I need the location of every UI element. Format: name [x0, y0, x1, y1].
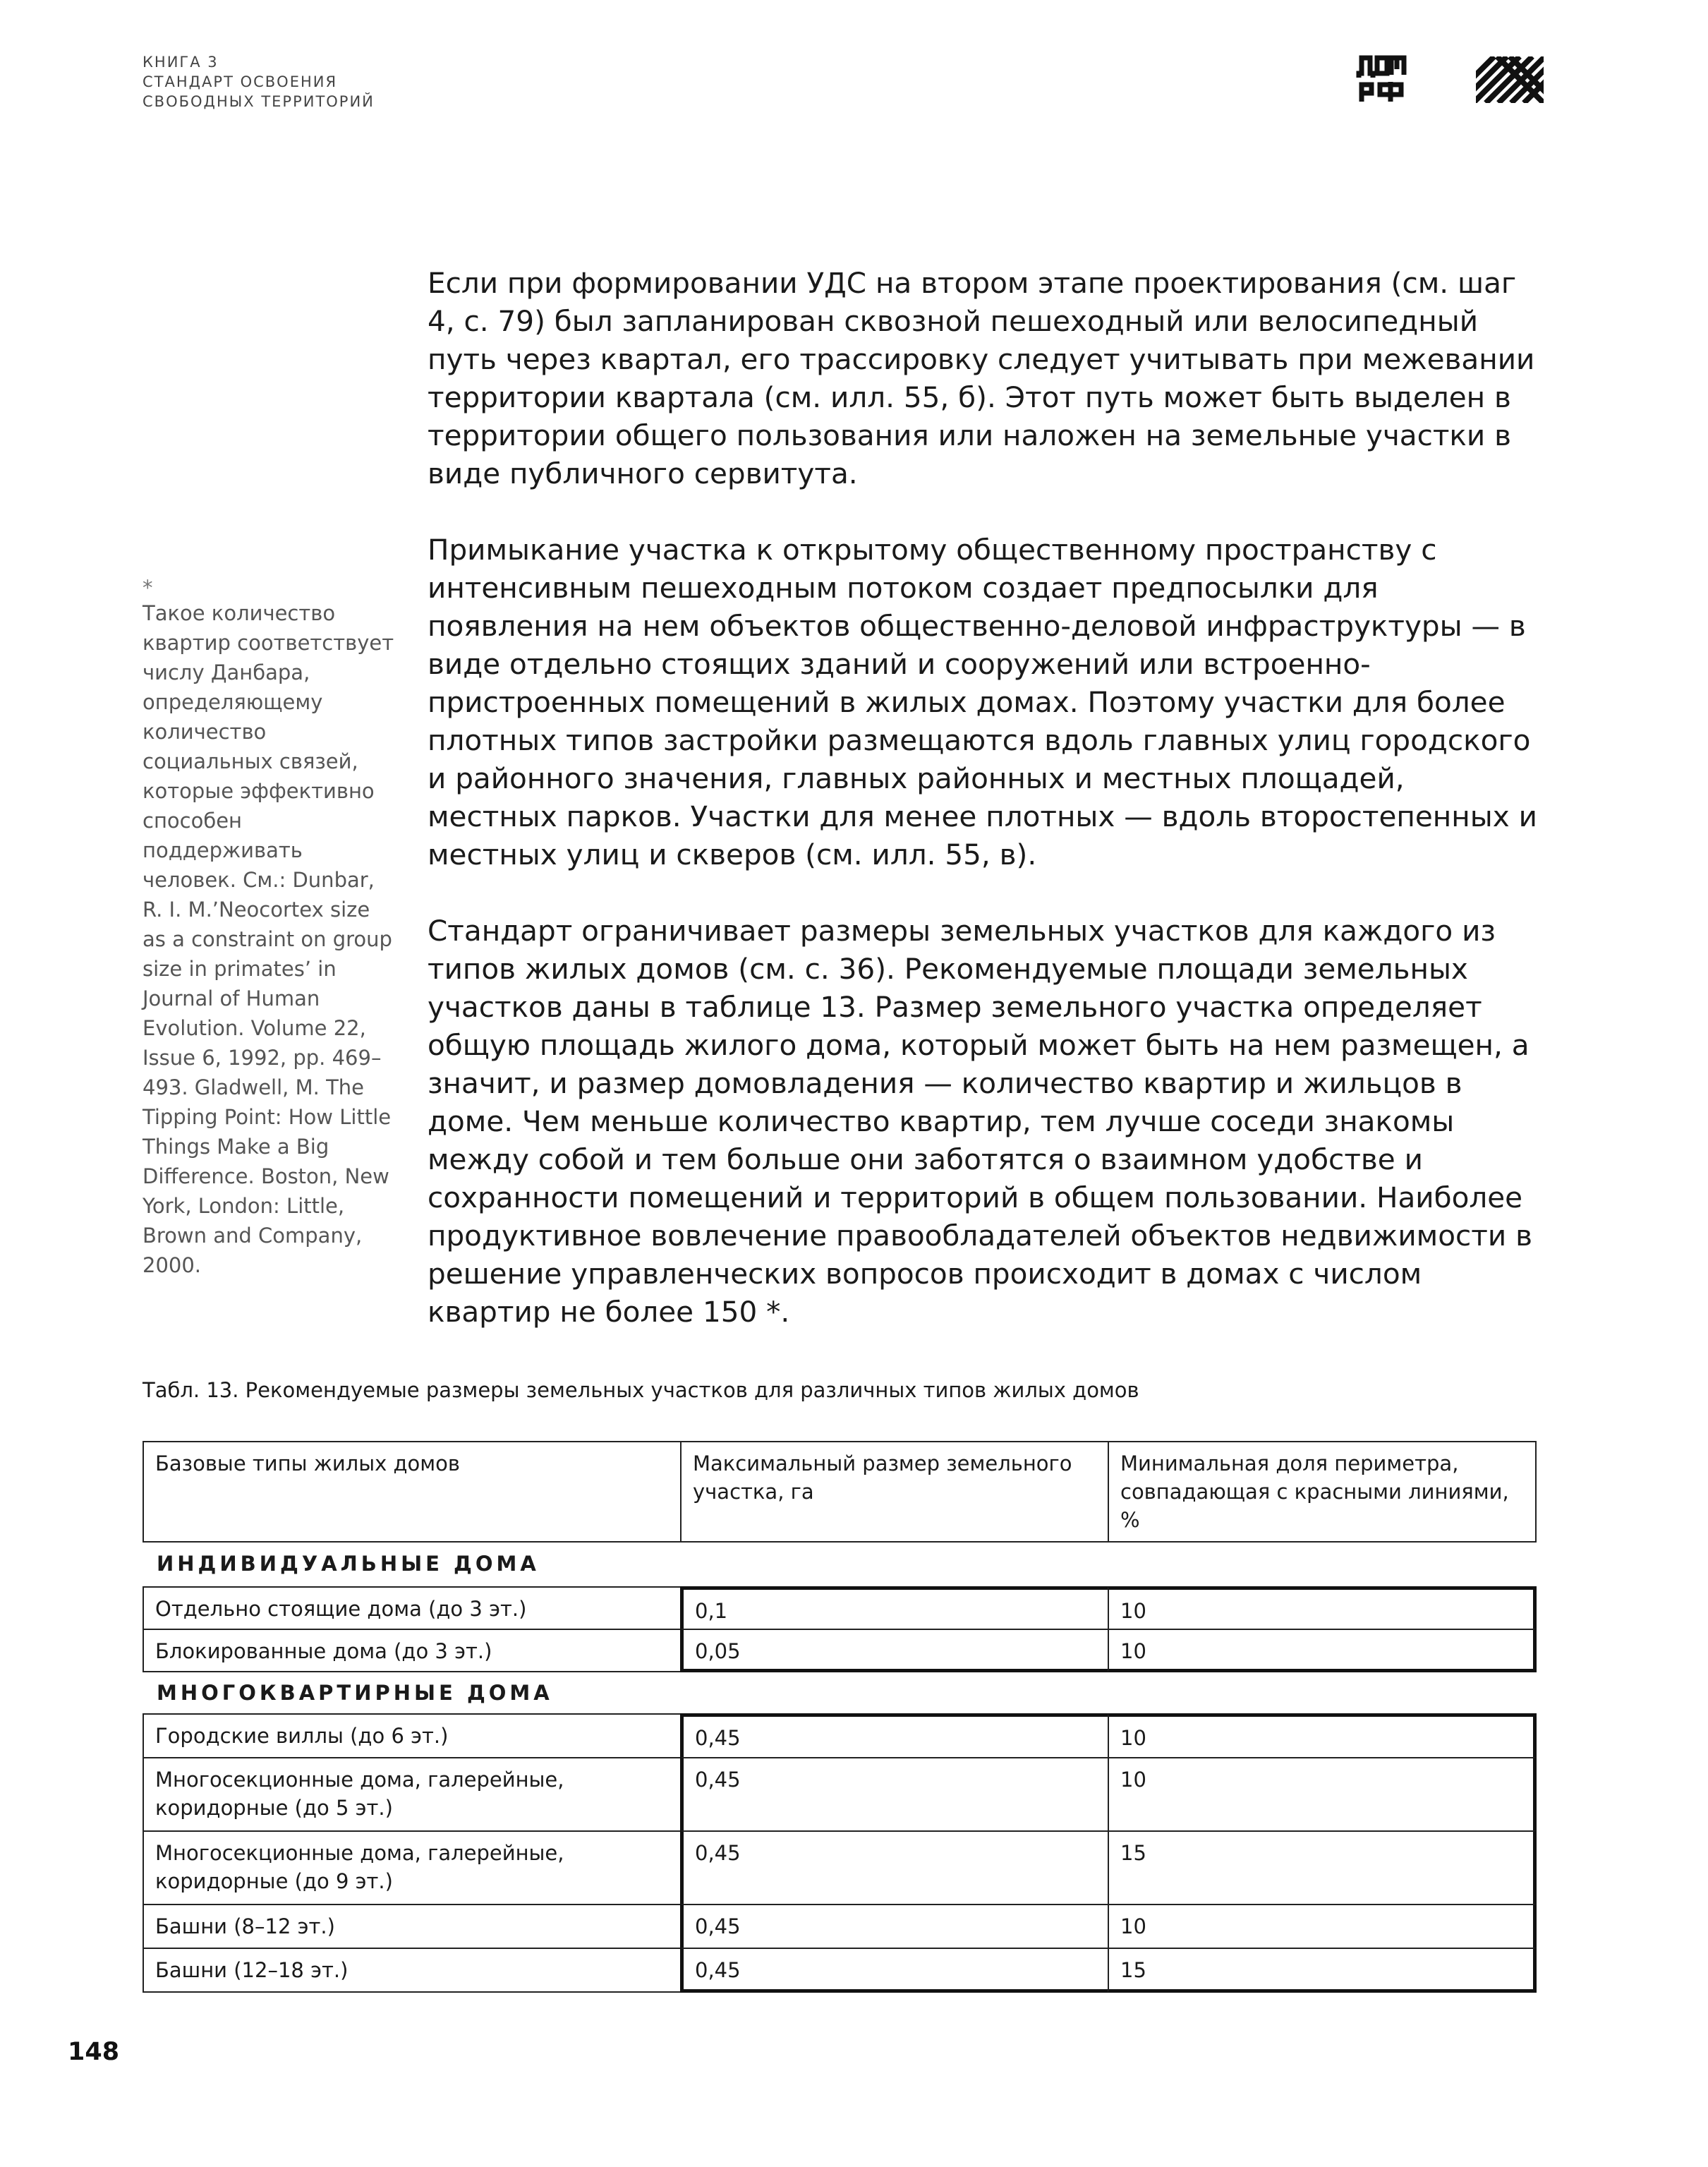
header-cell: Минимальная доля периметра, совпадающая с красными линиями, % — [1120, 1451, 1509, 1532]
table-row — [143, 1757, 1537, 1832]
table-cell: Башни (12–18 эт.) — [143, 1948, 680, 1993]
table-cell: 10 — [1108, 1904, 1537, 1949]
table-row — [143, 1830, 1537, 1905]
table-cell: Многосекционные дома, галерейные, коридорные (до 9 эт.) — [143, 1830, 680, 1905]
table-cell: 0,45 — [680, 1904, 1108, 1949]
table-row — [143, 1629, 1537, 1672]
table-cell: 15 — [1108, 1830, 1537, 1905]
table-caption: Табл. 13. Рекомендуемые размеры земельных участков для различных типов жилых домов — [143, 1378, 1139, 1402]
page-number: 148 — [68, 2038, 120, 2066]
table-cell: Многосекционные дома, галерейные, коридорные (до 5 эт.) — [143, 1757, 680, 1832]
table-cell: Городские виллы (до 6 эт.) — [143, 1713, 680, 1758]
header-cell: Максимальный размер земельного участка, га — [682, 1442, 1109, 1541]
paragraph: Стандарт ограничивает размеры земельных участков для каждого из типов жилых домов (см. с. 36). Рекомендуемые площади земельных участков даны в таблице 13. Размер земельного участка определяет общую площадь жилого дома, который может быть на нем размещен, а значит, и размер домовладения — количество квартир и жильцов в доме. Чем меньше количество квартир, тем лучше соседи знакомы между собой и тем больше они заботятся о взаимном удобстве и сохранности помещений и территорий в общем пользовании. Наиболее продуктивное вовлечение правообладателей объектов недвижимости в решение управленческих вопросов происходит в домах с числом квартир не более 150 *. — [428, 914, 1532, 1329]
table-cell: Башни (8–12 эт.) — [143, 1904, 680, 1949]
header-line: СТАНДАРТ ОСВОЕНИЯ — [143, 73, 338, 90]
table-cell: 0,45 — [680, 1948, 1108, 1993]
table-cell: 10 — [1108, 1713, 1537, 1758]
table-row — [143, 1713, 1537, 1758]
main-text — [428, 264, 1542, 1369]
footnote-marker: * — [143, 576, 153, 600]
header-line: СВОБОДНЫХ ТЕРРИТОРИЙ — [143, 93, 375, 110]
table-cell: 0,45 — [680, 1713, 1108, 1758]
table-cell: 0,45 — [680, 1830, 1108, 1905]
table-cell: 15 — [1108, 1948, 1537, 1993]
table-header-row — [143, 1441, 1537, 1543]
table-cell: 0,05 — [680, 1629, 1108, 1672]
header-line: КНИГА 3 — [143, 54, 219, 71]
running-header — [143, 52, 375, 111]
section-heading: ИНДИВИДУАЛЬНЫЕ ДОМА — [157, 1552, 540, 1576]
table-cell: 10 — [1108, 1586, 1537, 1630]
table-row — [143, 1904, 1537, 1949]
header-cell: Базовые типы жилых домов — [144, 1442, 682, 1541]
section-heading: МНОГОКВАРТИРНЫЕ ДОМА — [157, 1681, 553, 1705]
table-row — [143, 1948, 1537, 1993]
table-cell: 10 — [1108, 1757, 1537, 1832]
table-cell: 0,1 — [680, 1586, 1108, 1630]
table-cell: 0,45 — [680, 1757, 1108, 1832]
table-row — [143, 1586, 1537, 1630]
pattern-logo — [1476, 56, 1544, 103]
footnote-text: Такое количество квартир соответствует числу Данбара, определяющему количество социальных связей, которые эффективно способен поддерживать человек. См.: Dunbar, R. I. M.’Neocortex size as a constraint on group size in primates’ in Journal of Human Evolution. Volume 22, Issue 6, 1992, pp. 469–493. Gladwell, M. The Tipping Point: How Little Things Make a Big Difference. Boston, New York, London: Little, Brown and Company, 2000. — [143, 601, 394, 1277]
table-cell: Блокированные дома (до 3 эт.) — [143, 1629, 680, 1672]
table-cell: 10 — [1108, 1629, 1537, 1672]
paragraph: Примыкание участка к открытому общественному пространству с интенсивным пешеходным потоком создает предпосылки для появления на нем объектов общественно-деловой инфраструктуры — в виде отдельно стоящих зданий и сооружений или встроенно-пристроенных помещений в жилых домах. Поэтому участки для более плотных типов застройки размещаются вдоль главных улиц городского и районного значения, главных районных и местных площадей, местных парков. Участки для менее плотных — вдоль второстепенных и местных улиц и скверов (см. илл. 55, в). — [428, 533, 1537, 871]
paragraph: Если при формировании УДС на втором этапе проектирования (см. шаг 4, с. 79) был запланирован сквозной пешеходный или велосипедный путь через квартал, его трассировку следует учитывать при межевании территории квартала (см. илл. 55, б). Этот путь может быть выделен в территории общего пользования или наложен на земельные участки в виде публичного сервитута. — [428, 266, 1535, 490]
table-cell: Отдельно стоящие дома (до 3 эт.) — [143, 1586, 680, 1630]
dom-rf-logo — [1356, 55, 1410, 104]
footnote-sidebar — [143, 577, 396, 1280]
